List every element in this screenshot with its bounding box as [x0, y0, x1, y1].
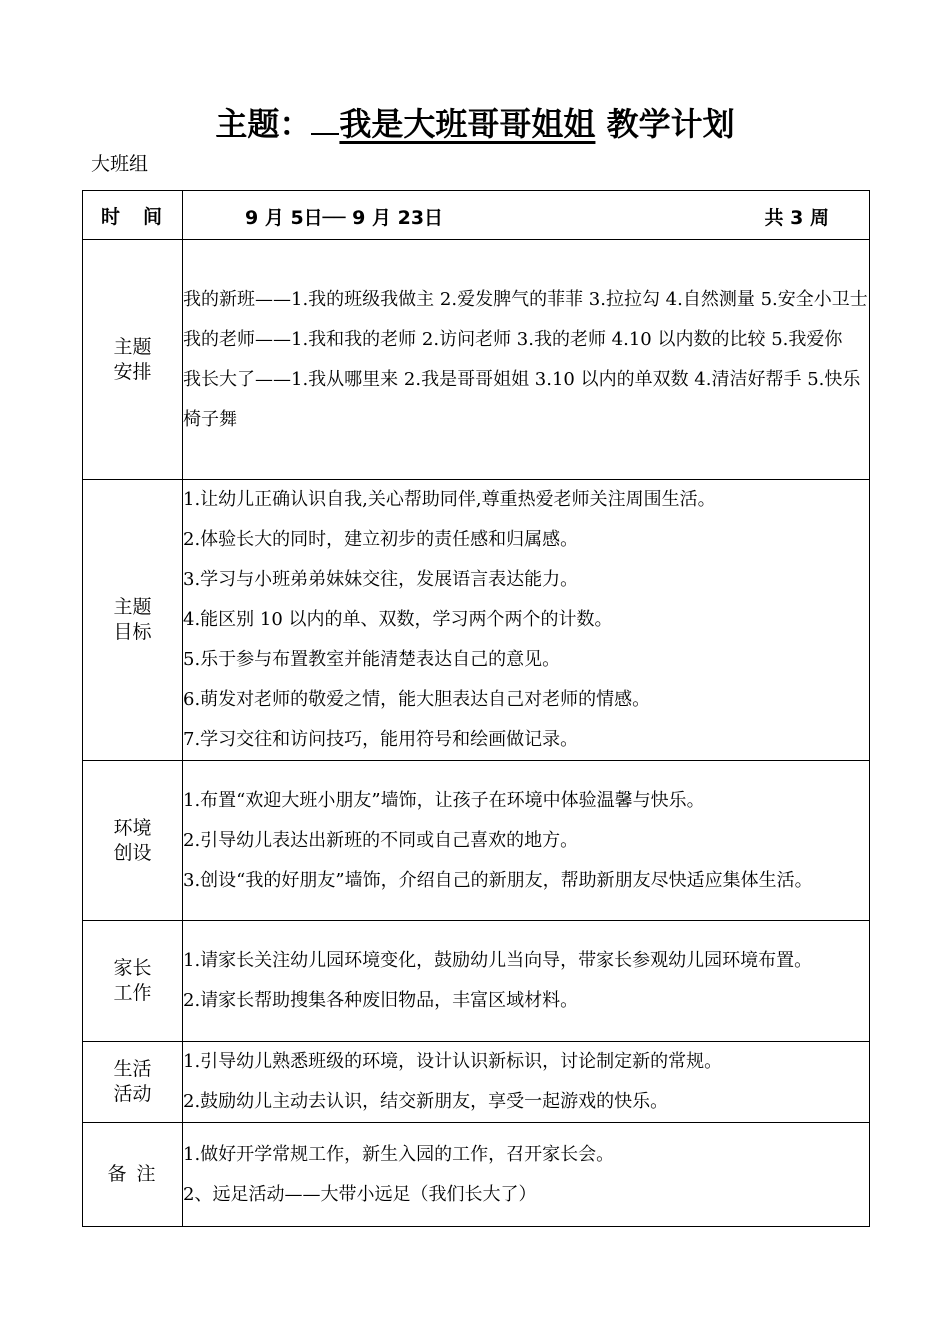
list-item: 1.请家长关注幼儿园环境变化，鼓励幼儿当向导，带家长参观幼儿园环境布置。: [183, 950, 813, 971]
notes-label: 备注: [83, 1123, 183, 1227]
list-item: 5.乐于参与布置教室并能清楚表达自己的意见。: [183, 649, 561, 670]
list-item: 2.鼓励幼儿主动去认识，结交新朋友，享受一起游戏的快乐。: [183, 1091, 669, 1112]
parents-row: [83, 921, 870, 1042]
daily-label: 生活 活动: [83, 1042, 183, 1123]
arrangement-row: [83, 240, 870, 480]
list-item: 3.学习与小班弟弟妹妹交往，发展语言表达能力。: [183, 569, 579, 590]
plan-table: [82, 190, 870, 1227]
list-item: 我长大了——1.我从哪里来 2.我是哥哥姐姐 3.10 以内的单双数 4.清洁好帮手 5.快乐椅子舞: [183, 368, 861, 430]
group-label: 大班组: [91, 153, 149, 175]
daily-row: [83, 1042, 870, 1123]
list-item: 2.体验长大的同时，建立初步的责任感和归属感。: [183, 529, 579, 550]
title-prefix: 主题：: [215, 105, 312, 143]
title-suffix: 教学计划: [606, 105, 735, 143]
time-label: 时 间: [83, 191, 183, 240]
time-row: [83, 191, 870, 240]
list-item: 2.引导幼儿表达出新班的不同或自己喜欢的地方。: [183, 829, 579, 851]
list-item: 4.能区别 10 以内的单、双数，学习两个两个的计数。: [183, 609, 613, 630]
goals-content: [183, 480, 870, 761]
time-range: 9 月 5日── 9 月 23日: [245, 207, 444, 229]
environment-row: [83, 761, 870, 921]
list-item: 6.萌发对老师的敬爱之情，能大胆表达自己对老师的情感。: [183, 689, 651, 710]
list-item: 我的老师——1.我和我的老师 2.访问老师 3.我的老师 4.10 以内数的比较 5.我爱你: [183, 328, 843, 350]
list-item: 2、远足活动——大带小远足（我们长大了）: [183, 1183, 537, 1205]
arrangement-content: [183, 240, 870, 480]
list-item: 7.学习交往和访问技巧，能用符号和绘画做记录。: [183, 729, 579, 750]
title-theme: 我是大班哥哥姐姐: [339, 105, 596, 143]
goals-label: 主题 目标: [83, 480, 183, 761]
parents-label: 家长 工作: [83, 921, 183, 1042]
time-weeks: 共 3 周: [764, 207, 829, 229]
list-item: 3.创设“我的好朋友”墙饰，介绍自己的新朋友，帮助新朋友尽快适应集体生活。: [183, 869, 813, 891]
page-title: [0, 100, 950, 148]
daily-content: [183, 1042, 870, 1123]
list-item: 2.请家长帮助搜集各种废旧物品，丰富区域材料。: [183, 990, 579, 1011]
list-item: 1.让幼儿正确认识自我,关心帮助同伴,尊重热爱老师关注周围生活。: [183, 489, 716, 510]
list-item: 1.引导幼儿熟悉班级的环境，设计认识新标识，讨论制定新的常规。: [183, 1051, 723, 1072]
list-item: 1.布置“欢迎大班小朋友”墙饰，让孩子在环境中体验温馨与快乐。: [183, 789, 705, 811]
environment-content: [183, 761, 870, 921]
arrangement-label: 主题 安排: [83, 240, 183, 480]
notes-row: [83, 1123, 870, 1227]
goals-row: [83, 480, 870, 761]
list-item: 我的新班——1.我的班级我做主 2.爱发脾气的菲菲 3.拉拉勾 4.自然测量 5.安全小卫士: [183, 288, 868, 310]
time-value: [183, 191, 870, 240]
environment-label: 环境 创设: [83, 761, 183, 921]
title-blank-underline: [311, 103, 339, 135]
parents-content: [183, 921, 870, 1042]
list-item: 1.做好开学常规工作，新生入园的工作，召开家长会。: [183, 1143, 615, 1165]
notes-content: [183, 1123, 870, 1227]
title-gap: [595, 105, 606, 143]
